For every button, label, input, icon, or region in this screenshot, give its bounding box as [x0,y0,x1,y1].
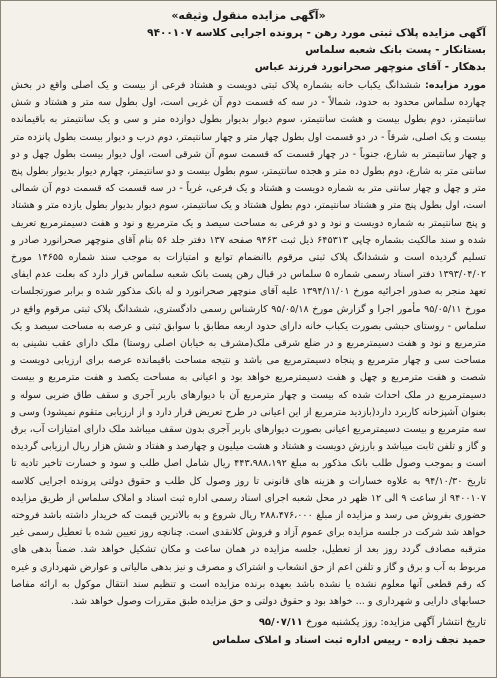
notice-body [11,77,486,610]
signature: حمید نجف زاده - رییس اداره ثبت اسناد و املاک سلماس [212,635,486,647]
debtor-line: بدهکار - آقای منوچهر صحرانورد فرزند عباس [254,61,486,73]
notice-footer [11,614,486,650]
publish-date: ۹۵/۰۷/۱۱ [258,617,303,629]
publish-label: تاریخ انتشار آگهی مزایده: روز یکشنبه مورخ [305,617,486,629]
subject-label: مورد مزایده: [425,80,486,91]
notice-title: «آگهی مزایده منقول وثیقه» [171,9,326,22]
creditor-line: بستانکار - پست بانک شعبه سلماس [305,44,486,56]
subject-text: ششدانگ یکباب خانه بشماره پلاک ثبتی دویست و هشتاد فرعی از بیست و یک اصلی واقع در بخش چهارده سلماس محدود به حدود، شمالاً - در سه که قسمت دوم آن غربی است، اول بطول سه متر و هشتاد و شش سانتیمتر، دوم بطول بیست و هشت سانتیمتر، سوم دیوار بدیوار بطول دوازده متر و سی و یک سانتیمتر به باقیمانده بیست و یک اصلی، شرقاً - در دو قسمت اول بطول چهار متر و چهار سانتیمتر، دوم درب و دیوار بیست بطول پانزده متر و چهار سانتیمتر به شارع، جنوباً - در چهار قسمت که قسمت سوم آن شرقی است، اول دیوار بیست بطول چهل و دو سانتی متر به شارع، دوم بطول ده متر و هجده سانتیمتر، سوم بطول بیست و دو سانتیمتر، چهارم دیوار بدیوار بطول پنج متر و چهل و چهار سانتی متر به شماره دویست و هشتاد و یک فرعی، غرباً - در سه قسمت که قسمت دوم آن شمالی است، اول بطول پنج متر و هشتاد سانتیمتر، دوم بطول هشتاد و یک سانتیمتر، سوم دیوار بدیوار بطول یازده متر و هشتاد و پنج سانتیمتر به شماره دویست و نود و دو فرعی به مساحت سیصد و یک مترمربع و نود و هفت دسیمترمربع تعریف شده و سند مالکیت بشماره چاپی ۶۴۵۳۱۳ ذیل ثبت ۹۴۶۳ صفحه ۱۳۷ دفتر جلد ۵۶ بنام آقای منوچهر صحرانورد صادر و تسلیم گردیده است و ششدانگ پلاک ثبتی مرقوم باانضمام توابع و امتیازات به موجب سند شماره ۱۴۶۵۵ مورخ ۱۳۹۳/۰۴/۰۲ دفتر اسناد رسمی شماره ۵ سلماس در قبال رهن پست بانک شعبه سلماس قرار دارد که بعلت عدم ایفای تعهد منجر به صدور اجرائیه مورخ ۱۳۹۴/۱۱/۰۱ علیه آقای منوچهر صحرانورد و له بانک مذکور شده و برابر صورتجلسات مورخ ۹۵/۰۵/۱۱ مأمور اجرا و گزارش مورخ ۹۵/۰۵/۱۸ کارشناس رسمی دادگستری، ششدانگ پلاک ثبتی مرقوم واقع در سلماس - روستای حبشی بصورت یکباب خانه دارای حدود اربعه مطابق با سوابق ثبتی و عرصه به مساحت سیصد و یک مترمربع و نود و هفت دسیمترمربع و در ضلع شرقی ملک(مشرف به خیابان اصلی روستا) ملک دارای عقب نشینی به مساحت سی و چهار مترمربع و پنجاه دسیمترمربع می باشد و نتیجه مساحت باقیمانده عرصه برای ارزیابی دویست و شصت و هفت مترمربع و چهل و هفت دسیمترمربع خواهد بود و اعیانی به مساحت یکصد و هفت مترمربع و بیست دسیمترمربع در ملک احداث شده که بیست و چهار مترمربع آن با دیوارهای باربر آجری و سقف طاق ضربی سوله و بعنوان آشپزخانه کاربرد دارد(بازدید مترمربع از این اعیانی در طرح تعریض قرار دارد و از ارزیابی متقوم نمیشود) وسی و سه مترمربع و بیست دسیمترمربع اعیانی بصورت دیوارهای باربر آجری بدون سقف میباشد ملک دارای امتیازات آب، برق و گاز و تلفن ثابت میباشد و بارزش دویست و هشتاد و هشت میلیون و چهارصد و هفتاد و شش هزار ریال ارزیابی گردیده است و بموجب وصول طلب بانک مذکور به مبلغ ۴۴۳،۹۸۸،۱۹۲ ریال شامل اصل طلب و سود و خسارت تاخیر تادیه تا تاریخ ۹۴/۱۰/۳۰ به علاوه خسارات و هزینه های قانونی تا روز وصول کل طلب و حقوق دولتی پرونده اجرایی کلاسه ۹۴۰۰۱۰۷ از ساعت ۹ الی ۱۲ ظهر در محل شعبه اجرای اسناد رسمی اداره ثبت اسناد و املاک سلماس از طریق مزایده حضوری بفروش می رسد و مزایده از مبلغ ۲۸۸،۴۷۶،۰۰۰ ریال شروع و به بالاترین قیمت که خریدار داشته باشد فروخته خواهد شد شرکت در جلسه مزایده برای عموم آزاد و فروش کلانقدی است. چنانچه روز تعیین شده با تعطیل رسمی غیر مترقبه مصادف گردد روز بعد از تعطیل، جلسه مزایده در همان ساعت و مکان تشکیل خواهد شد. ضمناً بدهی های مربوط به آب و برق و گاز و تلفن اعم از حق انشعاب و اشتراک و مصرف و نیز بدهی مالیاتی و عوارض شهرداری و غیره که رقم قطعی آنها معلوم نشده یا نشده باشد بعهده برنده مزایده است و تنظیم سند انتقال موکول به ارائه مفاصا حسابهای دارایی و شهرداری و ... خواهد بود و حقوق دولتی و حق مزایده طبق مقررات وصول خواهد شد. [11,80,487,608]
publish-line [11,614,486,632]
case-line: آگهی مزایده پلاک ثبتی مورد رهن - پرونده اجرایی کلاسه ۹۴۰۰۱۰۷ [147,27,486,39]
